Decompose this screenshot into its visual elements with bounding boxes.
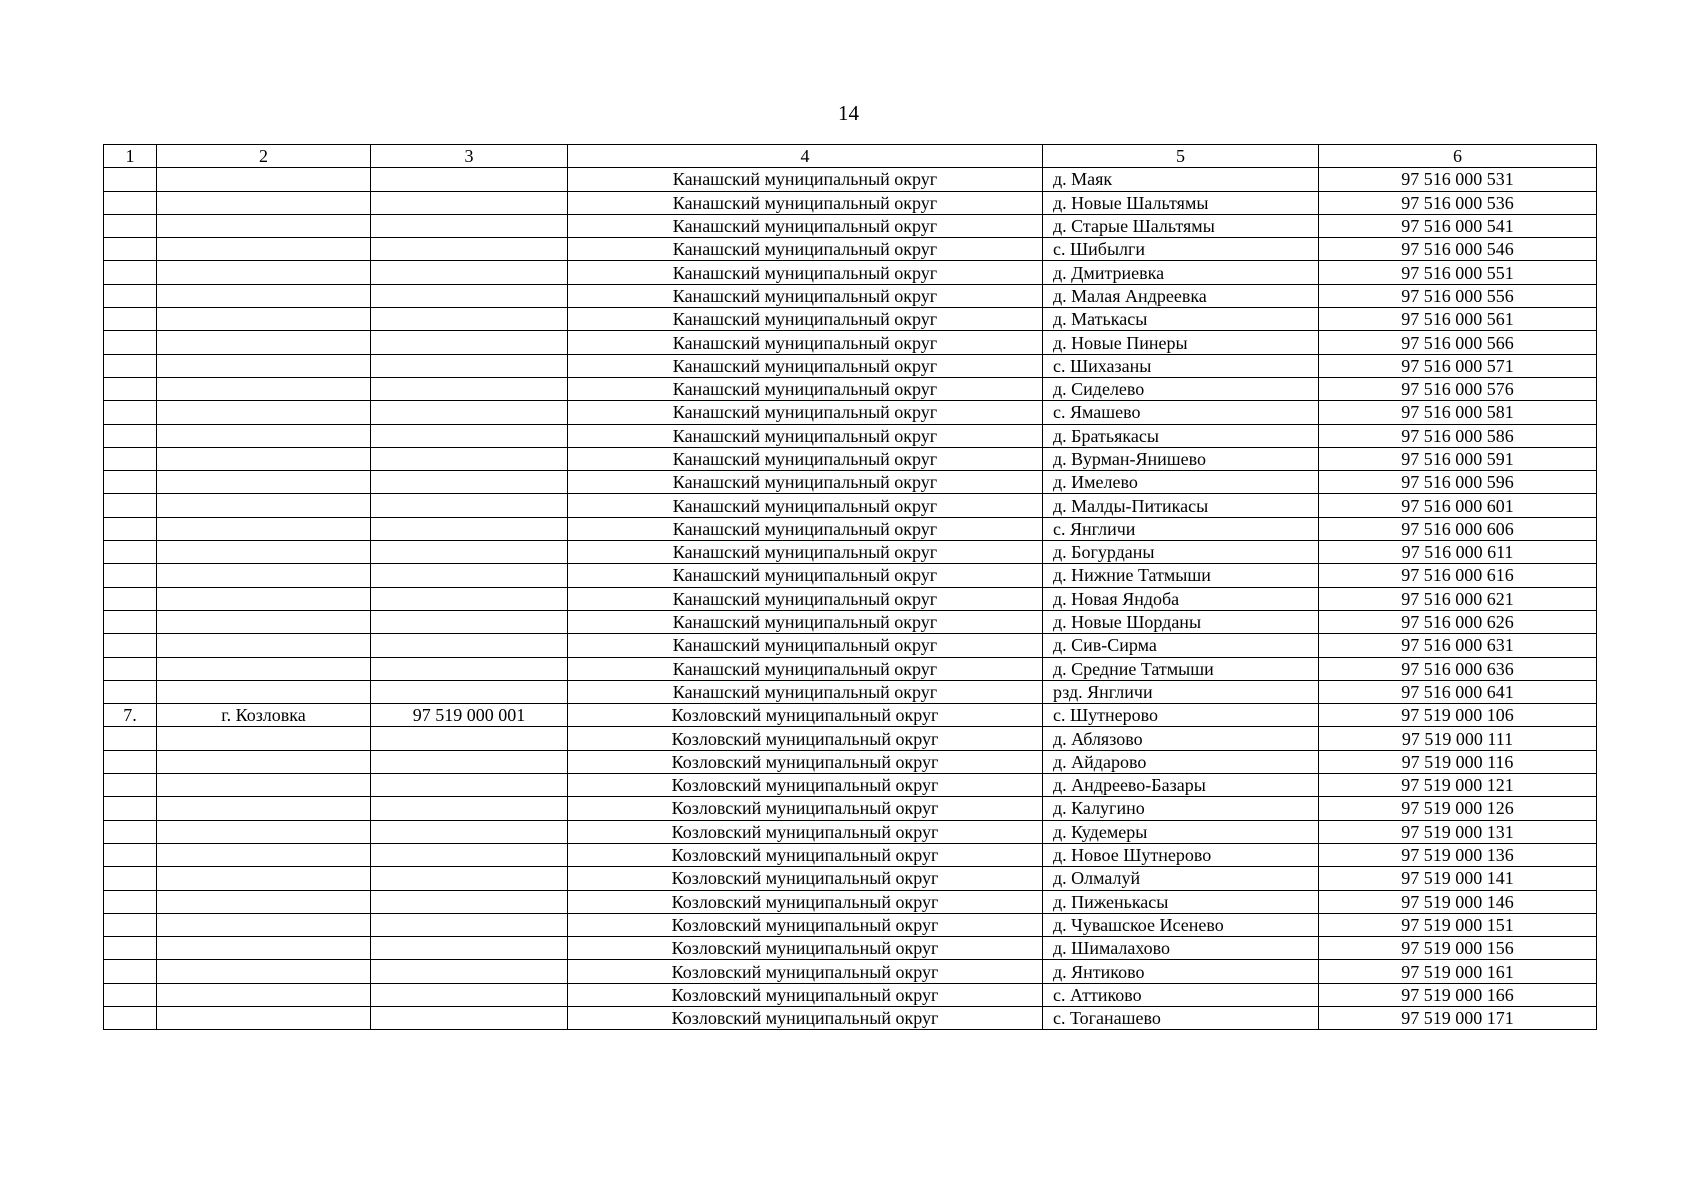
- district-cell: Козловский муниципальный округ: [568, 983, 1043, 1006]
- column-header: 2: [157, 145, 371, 168]
- oktmo-code-cell: 97 516 000 551: [1319, 261, 1597, 284]
- city-cell: [157, 354, 371, 377]
- table-row: [104, 214, 1597, 237]
- row-number-cell: [104, 587, 157, 610]
- row-number-cell: [104, 377, 157, 400]
- city-code-cell: [371, 447, 568, 470]
- city-cell: [157, 447, 371, 470]
- district-cell: Канашский муниципальный округ: [568, 587, 1043, 610]
- district-cell: Канашский муниципальный округ: [568, 238, 1043, 261]
- settlement-cell: д. Сиделево: [1043, 377, 1319, 400]
- settlement-cell: д. Шималахово: [1043, 937, 1319, 960]
- settlement-cell: рзд. Янгличи: [1043, 680, 1319, 703]
- oktmo-code-cell: 97 516 000 616: [1319, 564, 1597, 587]
- city-code-cell: [371, 937, 568, 960]
- table-row: [104, 983, 1597, 1006]
- settlement-cell: д. Янтиково: [1043, 960, 1319, 983]
- city-cell: [157, 913, 371, 936]
- oktmo-code-cell: 97 516 000 566: [1319, 331, 1597, 354]
- row-number-cell: [104, 610, 157, 633]
- oktmo-code-cell: 97 516 000 636: [1319, 657, 1597, 680]
- settlement-cell: д. Новое Шутнерово: [1043, 843, 1319, 866]
- city-cell: [157, 261, 371, 284]
- settlement-cell: д. Братьякасы: [1043, 424, 1319, 447]
- city-code-cell: [371, 820, 568, 843]
- table-row: [104, 1006, 1597, 1029]
- settlement-cell: с. Шутнерово: [1043, 704, 1319, 727]
- oktmo-code-cell: 97 516 000 626: [1319, 610, 1597, 633]
- table-row: [104, 261, 1597, 284]
- city-code-cell: [371, 541, 568, 564]
- settlement-cell: д. Кудемеры: [1043, 820, 1319, 843]
- table-row: [104, 587, 1597, 610]
- settlement-cell: д. Имелево: [1043, 471, 1319, 494]
- row-number-cell: 7.: [104, 704, 157, 727]
- settlement-cell: д. Старые Шальтямы: [1043, 214, 1319, 237]
- row-number-cell: [104, 517, 157, 540]
- city-cell: [157, 238, 371, 261]
- column-header: 3: [371, 145, 568, 168]
- district-cell: Канашский муниципальный округ: [568, 401, 1043, 424]
- row-number-cell: [104, 1006, 157, 1029]
- district-cell: Козловский муниципальный округ: [568, 1006, 1043, 1029]
- table-row: [104, 657, 1597, 680]
- settlement-cell: д. Олмалуй: [1043, 867, 1319, 890]
- row-number-cell: [104, 960, 157, 983]
- district-cell: Канашский муниципальный округ: [568, 261, 1043, 284]
- row-number-cell: [104, 471, 157, 494]
- oktmo-code-cell: 97 516 000 591: [1319, 447, 1597, 470]
- district-cell: Канашский муниципальный округ: [568, 191, 1043, 214]
- settlement-cell: д. Богурданы: [1043, 541, 1319, 564]
- city-cell: [157, 214, 371, 237]
- city-cell: [157, 331, 371, 354]
- oktmo-code-cell: 97 519 000 106: [1319, 704, 1597, 727]
- page-number: 14: [838, 101, 859, 125]
- row-number-cell: [104, 820, 157, 843]
- table-row: [104, 494, 1597, 517]
- oktmo-code-cell: 97 516 000 556: [1319, 284, 1597, 307]
- city-cell: [157, 937, 371, 960]
- city-code-cell: [371, 774, 568, 797]
- settlement-cell: с. Ямашево: [1043, 401, 1319, 424]
- row-number-cell: [104, 447, 157, 470]
- settlement-cell: д. Вурман-Янишево: [1043, 447, 1319, 470]
- city-cell: [157, 727, 371, 750]
- row-number-cell: [104, 354, 157, 377]
- row-number-cell: [104, 634, 157, 657]
- city-code-cell: [371, 168, 568, 191]
- row-number-cell: [104, 774, 157, 797]
- oktmo-code-cell: 97 519 000 166: [1319, 983, 1597, 1006]
- city-cell: [157, 680, 371, 703]
- table-row: [104, 704, 1597, 727]
- oktmo-code-cell: 97 516 000 581: [1319, 401, 1597, 424]
- table-row: [104, 401, 1597, 424]
- city-code-cell: [371, 354, 568, 377]
- district-cell: Козловский муниципальный округ: [568, 727, 1043, 750]
- row-number-cell: [104, 750, 157, 773]
- district-cell: Канашский муниципальный округ: [568, 634, 1043, 657]
- settlement-cell: д. Новые Шальтямы: [1043, 191, 1319, 214]
- city-code-cell: [371, 494, 568, 517]
- row-number-cell: [104, 494, 157, 517]
- city-code-cell: [371, 657, 568, 680]
- oktmo-code-cell: 97 516 000 536: [1319, 191, 1597, 214]
- row-number-cell: [104, 168, 157, 191]
- table-row: [104, 774, 1597, 797]
- city-cell: [157, 774, 371, 797]
- table-row: [104, 331, 1597, 354]
- table-row: [104, 937, 1597, 960]
- row-number-cell: [104, 308, 157, 331]
- oktmo-code-cell: 97 516 000 641: [1319, 680, 1597, 703]
- table-row: [104, 820, 1597, 843]
- city-code-cell: 97 519 000 001: [371, 704, 568, 727]
- row-number-cell: [104, 261, 157, 284]
- settlement-cell: д. Дмитриевка: [1043, 261, 1319, 284]
- city-code-cell: [371, 471, 568, 494]
- row-number-cell: [104, 913, 157, 936]
- settlement-cell: д. Андреево-Базары: [1043, 774, 1319, 797]
- row-number-cell: [104, 564, 157, 587]
- settlement-cell: д. Айдарово: [1043, 750, 1319, 773]
- settlement-cell: с. Янгличи: [1043, 517, 1319, 540]
- settlement-cell: с. Шибылги: [1043, 238, 1319, 261]
- row-number-cell: [104, 937, 157, 960]
- oktmo-code-cell: 97 516 000 601: [1319, 494, 1597, 517]
- city-code-cell: [371, 284, 568, 307]
- settlement-cell: д. Малды-Питикасы: [1043, 494, 1319, 517]
- city-code-cell: [371, 587, 568, 610]
- city-code-cell: [371, 890, 568, 913]
- district-cell: Козловский муниципальный округ: [568, 937, 1043, 960]
- table-row: [104, 541, 1597, 564]
- city-cell: г. Козловка: [157, 704, 371, 727]
- city-cell: [157, 168, 371, 191]
- city-code-cell: [371, 913, 568, 936]
- row-number-cell: [104, 657, 157, 680]
- district-cell: Канашский муниципальный округ: [568, 564, 1043, 587]
- column-header: 1: [104, 145, 157, 168]
- oktmo-code-cell: 97 519 000 136: [1319, 843, 1597, 866]
- city-cell: [157, 797, 371, 820]
- table-header-row: [104, 145, 1597, 168]
- city-code-cell: [371, 214, 568, 237]
- settlement-cell: д. Чувашское Исенево: [1043, 913, 1319, 936]
- oktmo-code-cell: 97 516 000 571: [1319, 354, 1597, 377]
- oktmo-code-cell: 97 516 000 621: [1319, 587, 1597, 610]
- row-number-cell: [104, 867, 157, 890]
- district-cell: Канашский муниципальный округ: [568, 377, 1043, 400]
- table-row: [104, 424, 1597, 447]
- row-number-cell: [104, 238, 157, 261]
- city-cell: [157, 541, 371, 564]
- settlement-cell: д. Калугино: [1043, 797, 1319, 820]
- city-cell: [157, 401, 371, 424]
- table-row: [104, 168, 1597, 191]
- table-row: [104, 727, 1597, 750]
- table-row: [104, 843, 1597, 866]
- city-code-cell: [371, 797, 568, 820]
- district-cell: Канашский муниципальный округ: [568, 424, 1043, 447]
- city-code-cell: [371, 610, 568, 633]
- table-row: [104, 610, 1597, 633]
- column-header: 4: [568, 145, 1043, 168]
- district-cell: Канашский муниципальный округ: [568, 168, 1043, 191]
- settlement-cell: с. Тоганашево: [1043, 1006, 1319, 1029]
- city-cell: [157, 890, 371, 913]
- district-cell: Козловский муниципальный округ: [568, 820, 1043, 843]
- table-row: [104, 517, 1597, 540]
- city-cell: [157, 494, 371, 517]
- district-cell: Канашский муниципальный округ: [568, 541, 1043, 564]
- city-cell: [157, 191, 371, 214]
- settlement-cell: с. Аттиково: [1043, 983, 1319, 1006]
- district-cell: Канашский муниципальный округ: [568, 284, 1043, 307]
- row-number-cell: [104, 331, 157, 354]
- city-cell: [157, 517, 371, 540]
- city-cell: [157, 564, 371, 587]
- row-number-cell: [104, 284, 157, 307]
- city-cell: [157, 960, 371, 983]
- table-row: [104, 680, 1597, 703]
- city-code-cell: [371, 377, 568, 400]
- column-header: 6: [1319, 145, 1597, 168]
- city-code-cell: [371, 983, 568, 1006]
- city-code-cell: [371, 843, 568, 866]
- row-number-cell: [104, 214, 157, 237]
- row-number-cell: [104, 983, 157, 1006]
- city-cell: [157, 587, 371, 610]
- city-cell: [157, 284, 371, 307]
- oktmo-code-cell: 97 516 000 631: [1319, 634, 1597, 657]
- oktmo-code-cell: 97 519 000 111: [1319, 727, 1597, 750]
- oktmo-code-cell: 97 519 000 126: [1319, 797, 1597, 820]
- district-cell: Козловский муниципальный округ: [568, 960, 1043, 983]
- city-cell: [157, 1006, 371, 1029]
- row-number-cell: [104, 541, 157, 564]
- oktmo-code-cell: 97 516 000 531: [1319, 168, 1597, 191]
- settlement-cell: д. Новые Пинеры: [1043, 331, 1319, 354]
- oktmo-code-cell: 97 519 000 161: [1319, 960, 1597, 983]
- table-row: [104, 913, 1597, 936]
- row-number-cell: [104, 843, 157, 866]
- oktmo-code-cell: 97 519 000 156: [1319, 937, 1597, 960]
- city-code-cell: [371, 424, 568, 447]
- city-code-cell: [371, 680, 568, 703]
- table-row: [104, 797, 1597, 820]
- city-code-cell: [371, 308, 568, 331]
- district-cell: Канашский муниципальный округ: [568, 214, 1043, 237]
- table-row: [104, 960, 1597, 983]
- district-cell: Козловский муниципальный округ: [568, 797, 1043, 820]
- district-cell: Козловский муниципальный округ: [568, 890, 1043, 913]
- city-cell: [157, 424, 371, 447]
- city-code-cell: [371, 727, 568, 750]
- settlement-cell: д. Маяк: [1043, 168, 1319, 191]
- city-code-cell: [371, 238, 568, 261]
- row-number-cell: [104, 191, 157, 214]
- settlement-cell: д. Аблязово: [1043, 727, 1319, 750]
- district-cell: Канашский муниципальный округ: [568, 610, 1043, 633]
- city-cell: [157, 308, 371, 331]
- district-cell: Канашский муниципальный округ: [568, 494, 1043, 517]
- district-cell: Канашский муниципальный округ: [568, 680, 1043, 703]
- row-number-cell: [104, 424, 157, 447]
- city-code-cell: [371, 634, 568, 657]
- table-row: [104, 354, 1597, 377]
- city-cell: [157, 820, 371, 843]
- city-cell: [157, 610, 371, 633]
- district-cell: Козловский муниципальный округ: [568, 704, 1043, 727]
- table-row: [104, 447, 1597, 470]
- column-header: 5: [1043, 145, 1319, 168]
- district-cell: Канашский муниципальный округ: [568, 354, 1043, 377]
- city-cell: [157, 867, 371, 890]
- oktmo-code-cell: 97 519 000 171: [1319, 1006, 1597, 1029]
- row-number-cell: [104, 797, 157, 820]
- oktmo-code-cell: 97 519 000 151: [1319, 913, 1597, 936]
- table-row: [104, 564, 1597, 587]
- settlement-cell: д. Малая Андреевка: [1043, 284, 1319, 307]
- table-row: [104, 191, 1597, 214]
- oktmo-code-cell: 97 516 000 576: [1319, 377, 1597, 400]
- oktmo-code-cell: 97 516 000 606: [1319, 517, 1597, 540]
- settlement-cell: д. Сив-Сирма: [1043, 634, 1319, 657]
- city-code-cell: [371, 517, 568, 540]
- table-body: [104, 168, 1597, 1030]
- table-row: [104, 238, 1597, 261]
- city-cell: [157, 657, 371, 680]
- district-cell: Канашский муниципальный округ: [568, 471, 1043, 494]
- settlement-cell: д. Пиженькасы: [1043, 890, 1319, 913]
- table-row: [104, 284, 1597, 307]
- district-cell: Канашский муниципальный округ: [568, 331, 1043, 354]
- city-cell: [157, 377, 371, 400]
- district-cell: Козловский муниципальный округ: [568, 867, 1043, 890]
- table-row: [104, 890, 1597, 913]
- city-cell: [157, 843, 371, 866]
- row-number-cell: [104, 401, 157, 424]
- city-code-cell: [371, 261, 568, 284]
- table-row: [104, 308, 1597, 331]
- city-code-cell: [371, 564, 568, 587]
- district-cell: Канашский муниципальный округ: [568, 308, 1043, 331]
- city-cell: [157, 750, 371, 773]
- district-cell: Козловский муниципальный округ: [568, 750, 1043, 773]
- city-code-cell: [371, 331, 568, 354]
- oktmo-code-cell: 97 519 000 131: [1319, 820, 1597, 843]
- settlement-cell: д. Новые Шорданы: [1043, 610, 1319, 633]
- city-code-cell: [371, 191, 568, 214]
- oktmo-code-cell: 97 519 000 141: [1319, 867, 1597, 890]
- settlement-cell: д. Средние Татмыши: [1043, 657, 1319, 680]
- row-number-cell: [104, 680, 157, 703]
- city-code-cell: [371, 867, 568, 890]
- table-row: [104, 867, 1597, 890]
- district-cell: Канашский муниципальный округ: [568, 447, 1043, 470]
- settlements-table: [103, 144, 1597, 1030]
- city-cell: [157, 471, 371, 494]
- city-code-cell: [371, 1006, 568, 1029]
- row-number-cell: [104, 890, 157, 913]
- table-row: [104, 377, 1597, 400]
- settlement-cell: с. Шихазаны: [1043, 354, 1319, 377]
- city-code-cell: [371, 401, 568, 424]
- oktmo-code-cell: 97 516 000 561: [1319, 308, 1597, 331]
- oktmo-code-cell: 97 519 000 146: [1319, 890, 1597, 913]
- oktmo-code-cell: 97 516 000 546: [1319, 238, 1597, 261]
- settlement-cell: д. Нижние Татмыши: [1043, 564, 1319, 587]
- district-cell: Канашский муниципальный округ: [568, 517, 1043, 540]
- oktmo-code-cell: 97 516 000 541: [1319, 214, 1597, 237]
- oktmo-code-cell: 97 516 000 596: [1319, 471, 1597, 494]
- district-cell: Козловский муниципальный округ: [568, 913, 1043, 936]
- district-cell: Козловский муниципальный округ: [568, 774, 1043, 797]
- oktmo-code-cell: 97 516 000 611: [1319, 541, 1597, 564]
- oktmo-code-cell: 97 519 000 116: [1319, 750, 1597, 773]
- settlement-cell: д. Новая Яндоба: [1043, 587, 1319, 610]
- oktmo-code-cell: 97 516 000 586: [1319, 424, 1597, 447]
- city-cell: [157, 983, 371, 1006]
- table-row: [104, 634, 1597, 657]
- city-code-cell: [371, 960, 568, 983]
- oktmo-code-cell: 97 519 000 121: [1319, 774, 1597, 797]
- city-cell: [157, 634, 371, 657]
- district-cell: Канашский муниципальный округ: [568, 657, 1043, 680]
- table-row: [104, 471, 1597, 494]
- table-row: [104, 750, 1597, 773]
- city-code-cell: [371, 750, 568, 773]
- row-number-cell: [104, 727, 157, 750]
- settlement-cell: д. Матькасы: [1043, 308, 1319, 331]
- district-cell: Козловский муниципальный округ: [568, 843, 1043, 866]
